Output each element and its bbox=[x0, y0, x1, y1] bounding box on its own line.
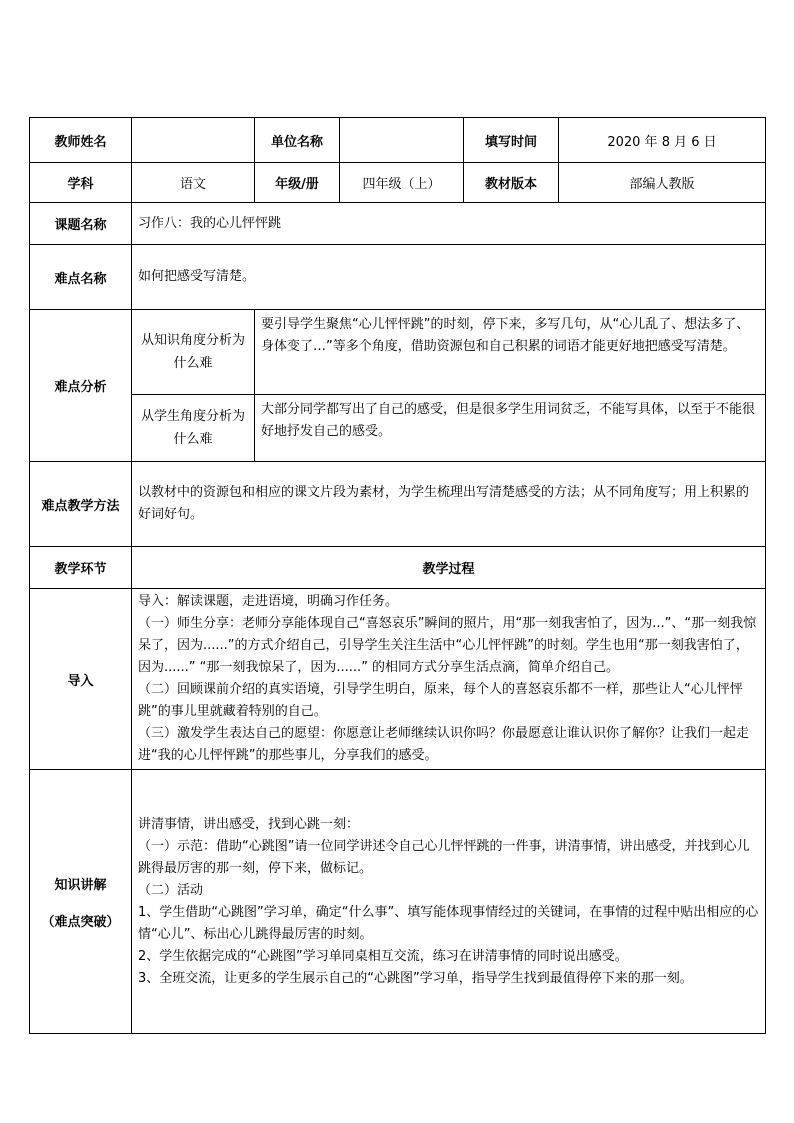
textbook-value: 部编人教版 bbox=[559, 163, 766, 203]
method-row bbox=[30, 462, 766, 547]
process-header-row bbox=[30, 547, 766, 589]
method-value: 以教材中的资源包和相应的课文片段为素材，为学生梳理出写清楚感受的方法；从不同角度写；用上积累的好词好句。 bbox=[132, 462, 766, 547]
teacher-name-value[interactable] bbox=[132, 118, 255, 163]
fill-date-label: 填写时间 bbox=[464, 118, 559, 163]
stage-header: 教学环节 bbox=[30, 547, 132, 589]
unit-name-value[interactable] bbox=[340, 118, 464, 163]
difficulty-label: 难点名称 bbox=[30, 245, 132, 310]
lesson-plan-table bbox=[29, 117, 766, 1034]
topic-label: 课题名称 bbox=[30, 203, 132, 245]
intro-content bbox=[132, 589, 766, 770]
knowledge-angle-text: 要引导学生聚焦“心儿怦怦跳”的时刻，停下来，多写几句，从“心儿乱了、想法多了、身体变了…”等多个角度，借助资源包和自己积累的词语才能更好地把感受写清楚。 bbox=[255, 310, 766, 395]
grade-label: 年级/册 bbox=[255, 163, 340, 203]
topic-value: 习作八：我的心儿怦怦跳 bbox=[132, 203, 766, 245]
analysis-knowledge-row bbox=[30, 310, 766, 395]
knowledge-line: 3、全班交流，让更多的学生展示自己的“心跳图”学习单，指导学生找到最值得停下来的那一刻。 bbox=[138, 971, 693, 986]
intro-line: （三）激发学生表达自己的愿望：你愿意让老师继续认识你吗？你最愿意让谁认识你了解你？让我们一起走进“我的心儿怦怦跳”的那些事儿，分享我们的感受。 bbox=[138, 726, 750, 763]
intro-label: 导入 bbox=[30, 589, 132, 770]
knowledge-content bbox=[132, 770, 766, 1034]
method-label: 难点教学方法 bbox=[30, 462, 132, 547]
knowledge-label-cell bbox=[30, 770, 132, 1034]
analysis-label: 难点分析 bbox=[30, 310, 132, 462]
difficulty-row bbox=[30, 245, 766, 310]
knowledge-line: 1、学生借助“心跳图”学习单，确定“什么事”、填写能体现事情经过的关键词，在事情的过程中贴出相应的心情“心儿”、标出心儿跳得最厉害的时刻。 bbox=[138, 905, 759, 942]
knowledge-row bbox=[30, 770, 766, 1034]
textbook-label: 教材版本 bbox=[464, 163, 559, 203]
teacher-name-label: 教师姓名 bbox=[30, 118, 132, 163]
knowledge-line: 讲清事情，讲出感受，找到心跳一刻： bbox=[138, 817, 360, 832]
student-angle-text: 大部分同学都写出了自己的感受，但是很多学生用词贫乏，不能写具体，以至于不能很好地抒发自己的感受。 bbox=[255, 395, 766, 462]
knowledge-sublabel: （难点突破） bbox=[41, 914, 120, 930]
intro-line: （二）回顾课前介绍的真实语境，引导学生明白，原来，每个人的喜怒哀乐都不一样，那些让人“心儿怦怦跳”的事儿里就藏着特别的自己。 bbox=[138, 682, 743, 719]
intro-line: （一）师生分享：老师分享能体现自己“喜怒哀乐”瞬间的照片，用“那一刻我害怕了，因为...”、“那一刻我惊呆了，因为......”的方式介绍自己，引导学生关注生活中“心儿怦怦跳”的时刻。学生也用“那一刻我害怕了，因为......” “那一刻我惊呆了，因为......” 的相同方式分享生活点滴，简单介绍自己。 bbox=[138, 616, 757, 675]
header-row bbox=[30, 118, 766, 163]
intro-row bbox=[30, 589, 766, 770]
knowledge-angle-label: 从知识角度分析为什么难 bbox=[132, 310, 255, 395]
intro-line: 导入：解读课题，走进语境，明确习作任务。 bbox=[138, 594, 399, 609]
analysis-student-row bbox=[30, 395, 766, 462]
knowledge-line: 2、学生依据完成的“心跳图”学习单同桌相互交流，练习在讲清事情的同时说出感受。 bbox=[138, 949, 628, 964]
unit-name-label: 单位名称 bbox=[255, 118, 340, 163]
student-angle-label: 从学生角度分析为什么难 bbox=[132, 395, 255, 462]
process-header: 教学过程 bbox=[132, 547, 766, 589]
subject-label: 学科 bbox=[30, 163, 132, 203]
subject-row bbox=[30, 163, 766, 203]
subject-value: 语文 bbox=[132, 163, 255, 203]
difficulty-value: 如何把感受写清楚。 bbox=[132, 245, 766, 310]
knowledge-line: （二）活动 bbox=[138, 883, 204, 898]
topic-row bbox=[30, 203, 766, 245]
fill-date-value: 2020 年 8 月 6 日 bbox=[559, 118, 766, 163]
knowledge-label: 知识讲解 bbox=[54, 877, 107, 893]
knowledge-line: （一）示范：借助“心跳图”请一位同学讲述令自己心儿怦怦跳的一件事，讲清事情，讲出感受，并找到心儿跳得最厉害的那一刻，停下来，做标记。 bbox=[138, 839, 750, 876]
grade-value: 四年级（上） bbox=[340, 163, 464, 203]
